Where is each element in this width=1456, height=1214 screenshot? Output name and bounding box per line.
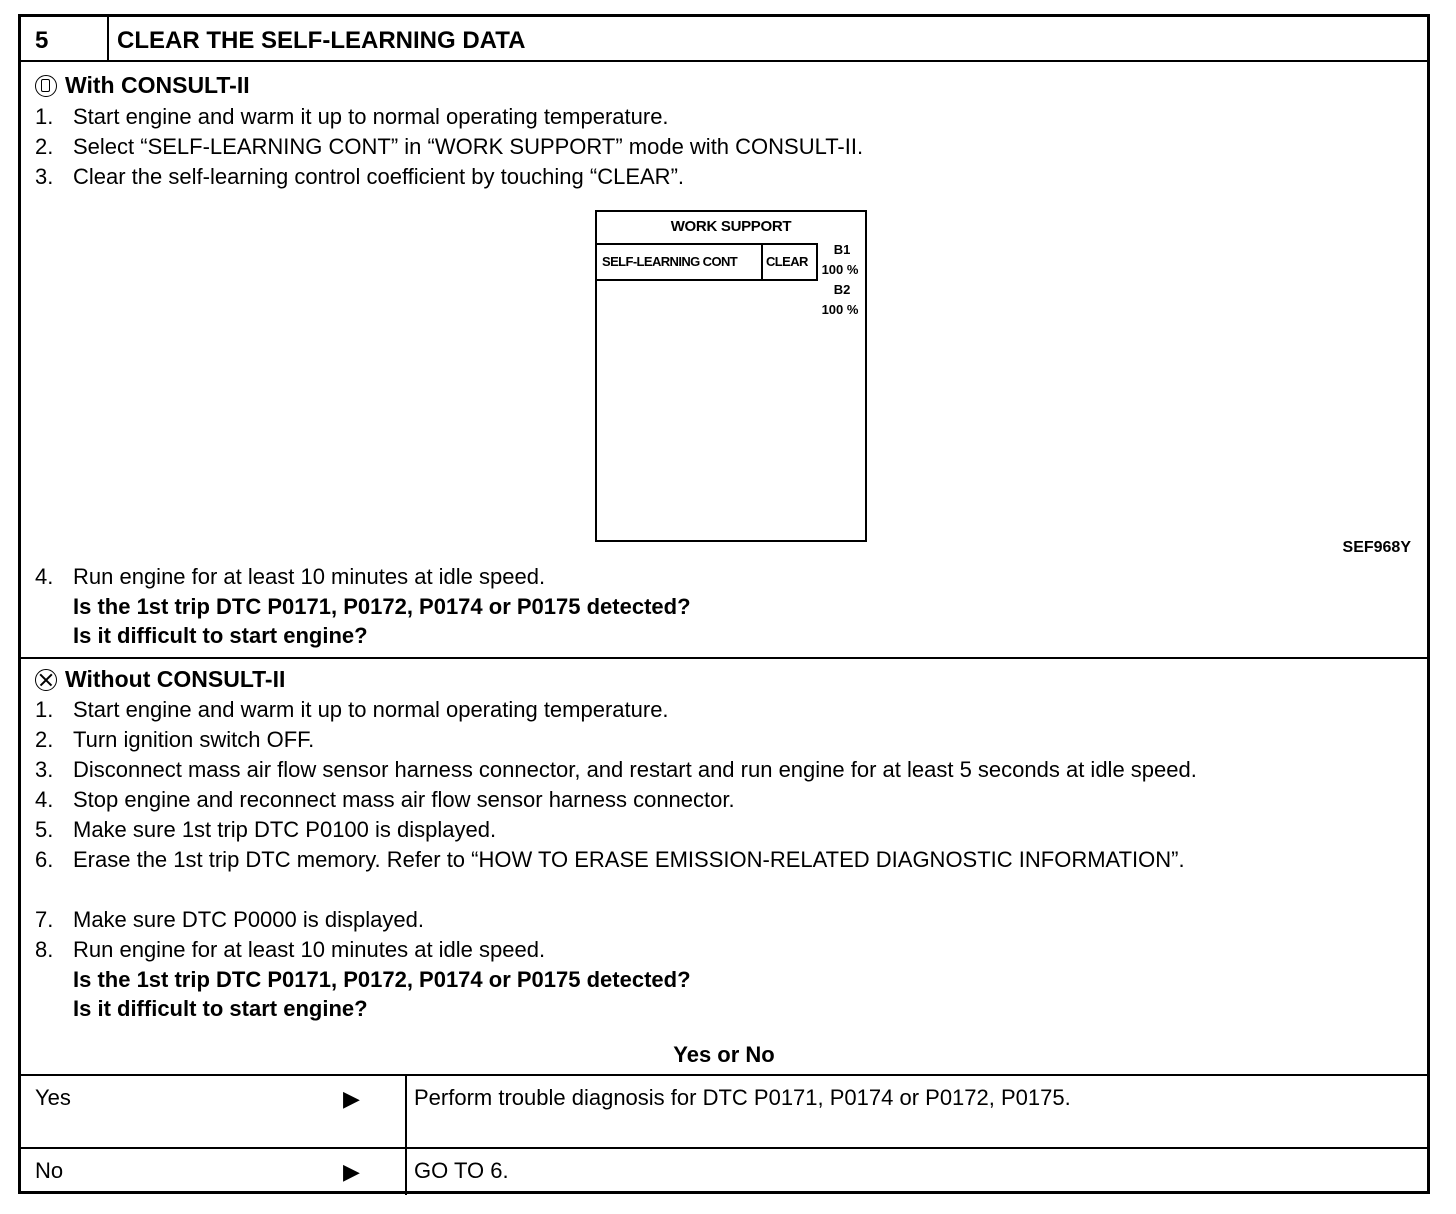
b1-label: B1 [833, 242, 851, 257]
step-title: CLEAR THE SELF-LEARNING DATA [117, 27, 526, 54]
self-learning-cont-label: SELF-LEARNING CONT [602, 254, 738, 269]
without-step-5: 5. Make sure 1st trip DTC P0100 is displayed. [35, 817, 497, 842]
without-step-7: 7. Make sure DTC P0000 is displayed. [35, 907, 424, 932]
work-support-screen [595, 210, 867, 542]
action-yes: Perform trouble diagnosis for DTC P0171, P0174 or P0172, P0175. [414, 1085, 1071, 1110]
without-step-2: 2. Turn ignition switch OFF. [35, 727, 315, 752]
decision-rule [21, 1074, 1427, 1076]
b2-label: B2 [833, 282, 851, 297]
b2-value: 100 % [821, 302, 859, 317]
with-step-4: 4. Run engine for at least 10 minutes at idle speed. [35, 564, 546, 589]
procedure-table [18, 14, 1430, 1194]
decision-row-rule [21, 1147, 1427, 1149]
figure-code: SEF968Y [1342, 539, 1411, 556]
action-no: GO TO 6. [414, 1158, 509, 1183]
b1-value: 100 % [821, 262, 859, 277]
answer-yes: Yes [35, 1085, 71, 1110]
with-consult-heading: With CONSULT-II [35, 72, 250, 99]
screen-item-row [596, 243, 818, 281]
without-question-1: Is the 1st trip DTC P0171, P0172, P0174 or P0175 detected? [73, 967, 691, 992]
header-divider [107, 17, 109, 61]
section-rule [21, 657, 1427, 659]
with-step-2: 2. Select “SELF-LEARNING CONT” in “WORK SUPPORT” mode with CONSULT-II. [35, 134, 864, 159]
with-step-3: 3. Clear the self-learning control coefficient by touching “CLEAR”. [35, 164, 685, 189]
screen-cell-divider [761, 245, 763, 279]
without-question-2: Is it difficult to start engine? [73, 996, 368, 1021]
with-question-2: Is it difficult to start engine? [73, 623, 368, 648]
decision-divider [405, 1075, 407, 1195]
step-number: 5 [35, 27, 49, 54]
clear-button: CLEAR [766, 254, 808, 269]
without-step-4: 4. Stop engine and reconnect mass air flow sensor harness connector. [35, 787, 735, 812]
with-question-1: Is the 1st trip DTC P0171, P0172, P0174 or P0175 detected? [73, 594, 691, 619]
without-consult-heading: Without CONSULT-II [35, 666, 285, 693]
header-rule [21, 60, 1427, 62]
without-step-3: 3. Disconnect mass air flow sensor harness connector, and restart and run engine for at least 5 seconds at idle speed. [35, 757, 1197, 782]
consult-icon [35, 75, 57, 97]
decision-prompt: Yes or No [673, 1042, 775, 1067]
answer-no: No [35, 1158, 64, 1183]
without-step-6: 6. Erase the 1st trip DTC memory. Refer to “HOW TO ERASE EMISSION-RELATED DIAGNOSTIC INFORMATION”. [35, 847, 1185, 872]
with-step-1: 1. Start engine and warm it up to normal operating temperature. [35, 104, 669, 129]
without-step-8: 8. Run engine for at least 10 minutes at idle speed. [35, 937, 546, 962]
arrow-right-icon: ▶ [343, 1086, 360, 1111]
without-step-1: 1. Start engine and warm it up to normal operating temperature. [35, 697, 669, 722]
screen-title: WORK SUPPORT [670, 218, 792, 235]
arrow-right-icon: ▶ [343, 1159, 360, 1184]
no-consult-icon [35, 669, 57, 691]
